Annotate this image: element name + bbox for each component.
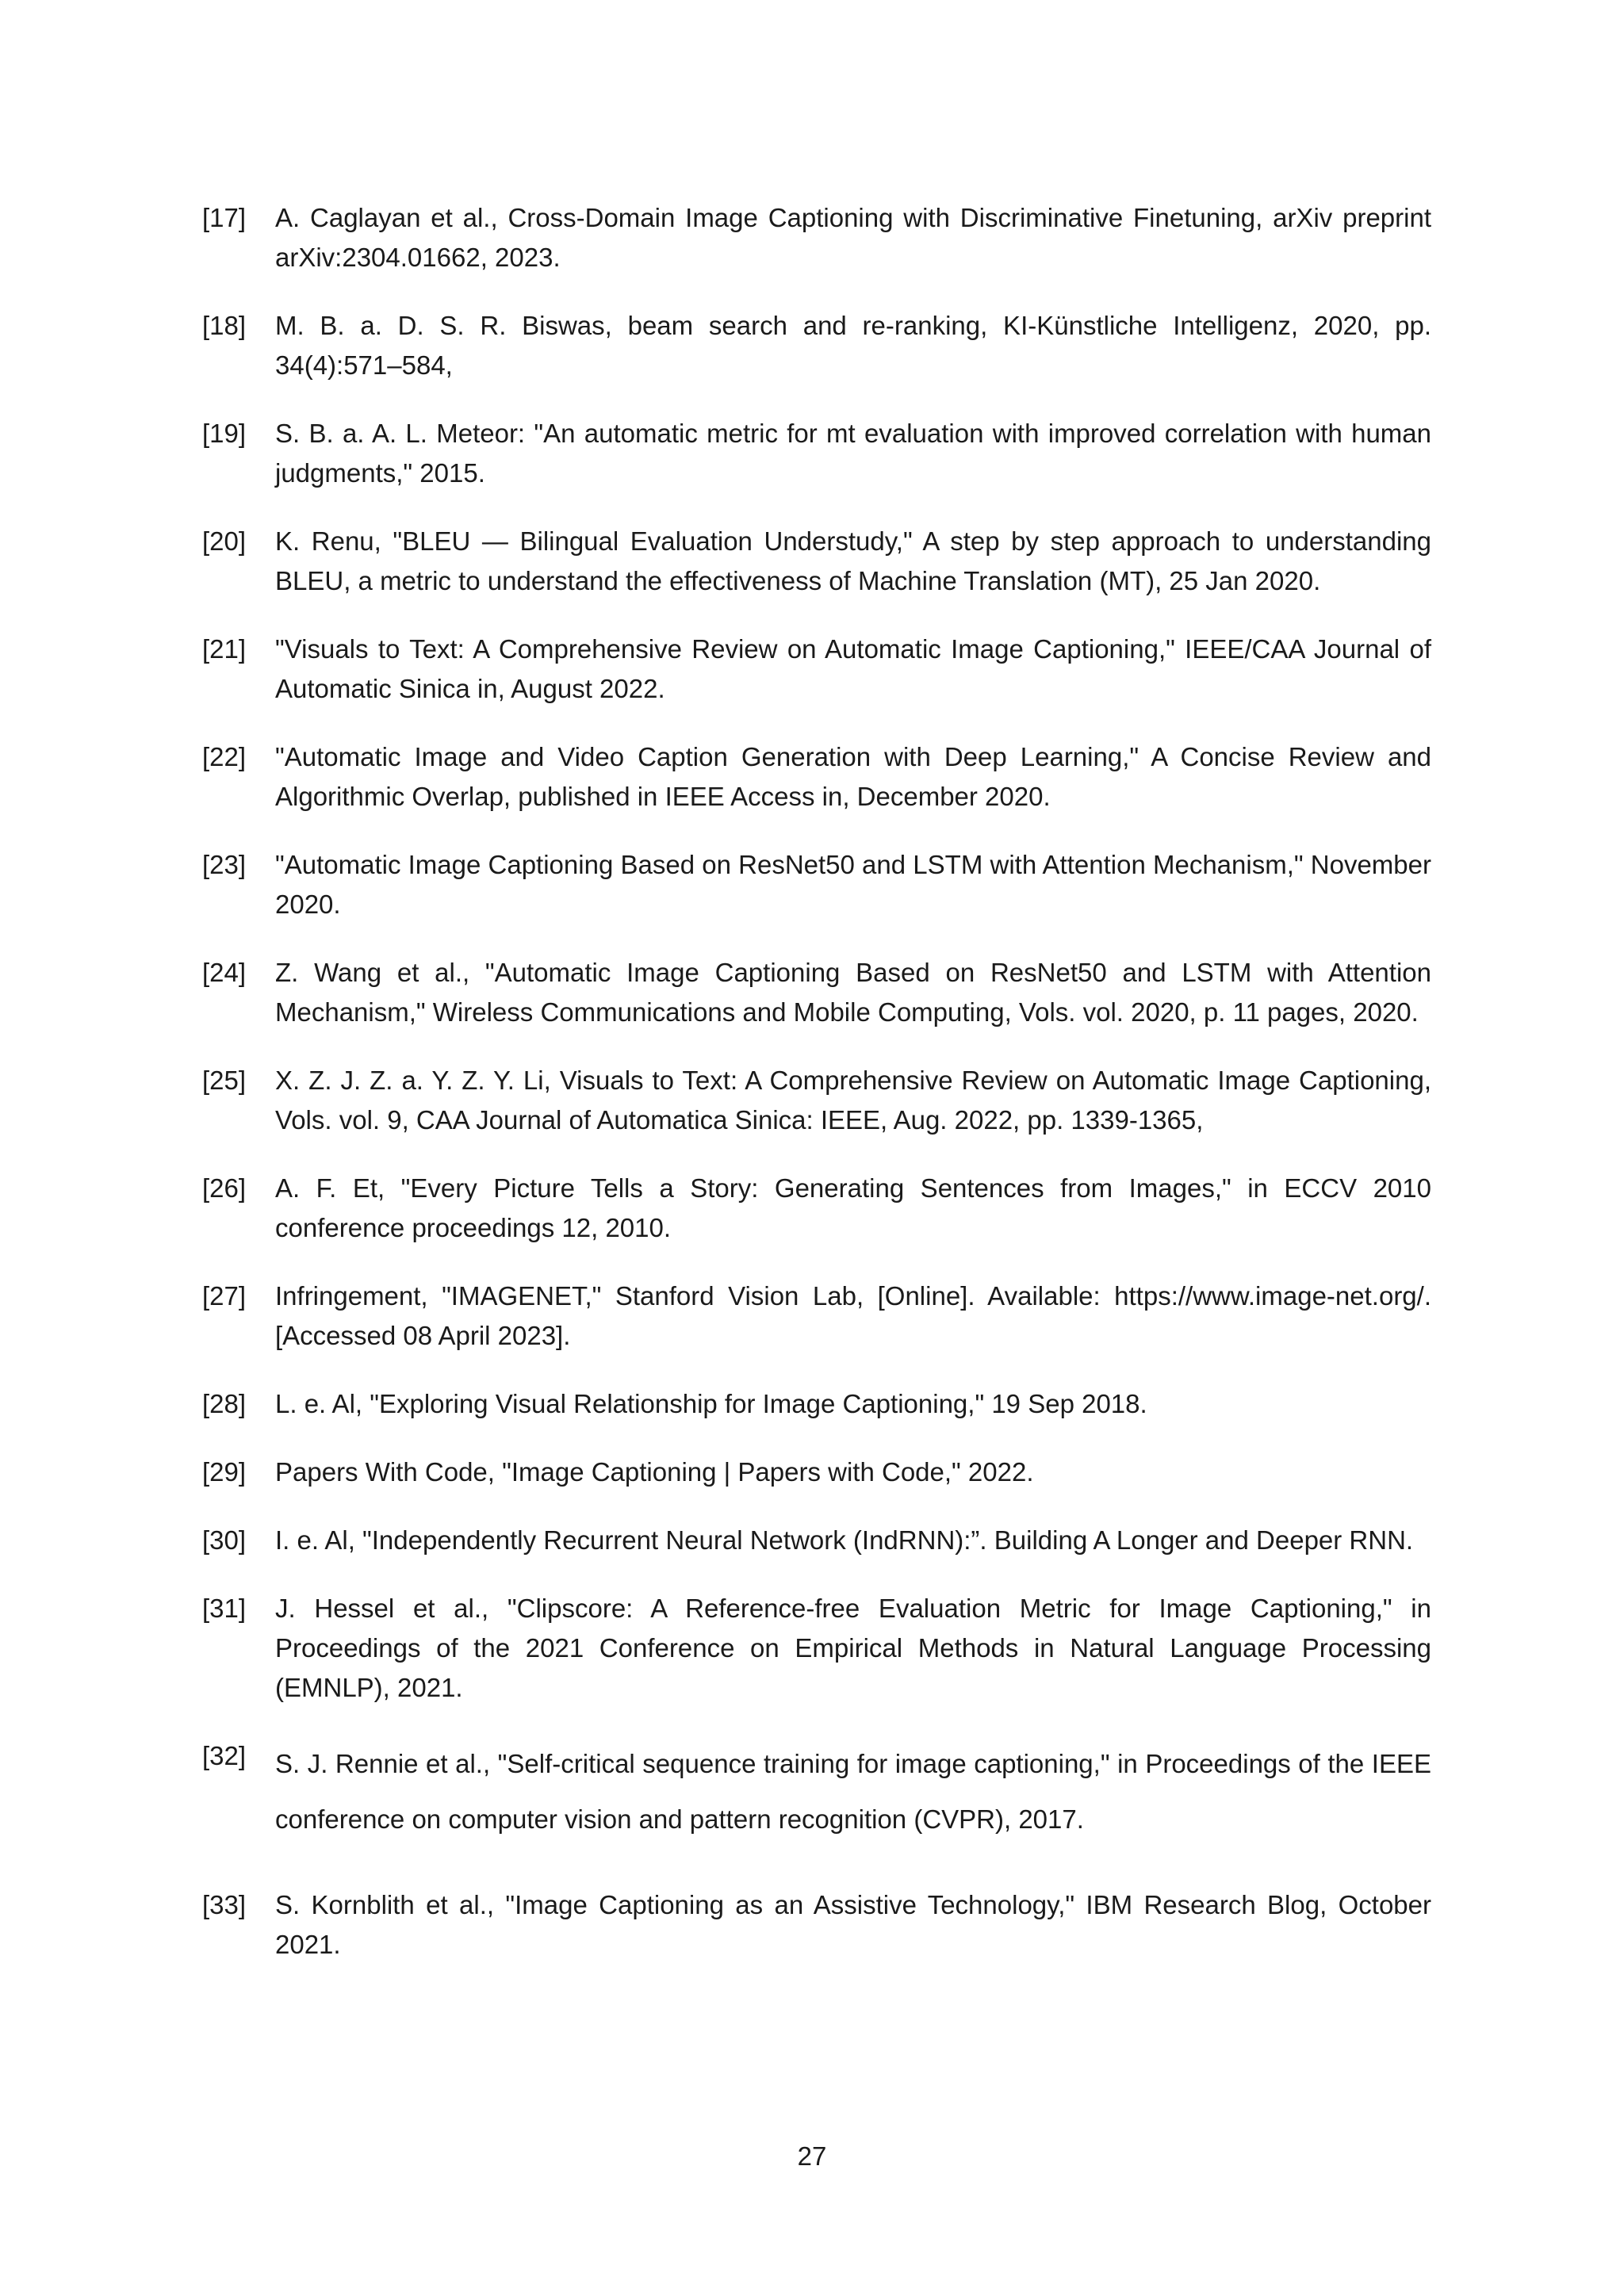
reference-text: X. Z. J. Z. a. Y. Z. Y. Li, Visuals to Text: A Comprehensive Review on Automatic Image Captioning, Vols. vol. 9, CAA Journal of Automatica Sinica: IEEE, Aug. 2022, pp. 1339-1365, [275, 1066, 1431, 1135]
reference-text: A. Caglayan et al., Cross-Domain Image Captioning with Discriminative Finetuning, arXiv preprint arXiv:2304.01662, 2023. [275, 203, 1431, 272]
reference-text: Infringement, "IMAGENET," Stanford Vision Lab, [Online]. Available: https://www.image-net.org/. [Accessed 08 April 2023]. [275, 1281, 1431, 1350]
reference-item [202, 953, 1431, 1032]
reference-item [202, 1384, 1431, 1424]
reference-number: [20] [202, 526, 247, 556]
reference-number: [18] [202, 311, 247, 340]
reference-number: [30] [202, 1525, 247, 1555]
reference-number: [21] [202, 634, 247, 664]
reference-text: S. B. a. A. L. Meteor: "An automatic metric for mt evaluation with improved correlation with human judgments," 2015. [275, 419, 1431, 488]
reference-number: [31] [202, 1594, 247, 1623]
reference-text: I. e. Al, "Independently Recurrent Neural Network (IndRNN):”. Building A Longer and Deeper RNN. [275, 1525, 1414, 1555]
reference-number: [26] [202, 1173, 247, 1203]
reference-item [202, 198, 1431, 277]
reference-text: Z. Wang et al., "Automatic Image Captioning Based on ResNet50 and LSTM with Attention Mechanism," Wireless Communications and Mobile Computing, Vols. vol. 2020, p. 11 pages, 2020. [275, 958, 1431, 1027]
reference-number: [28] [202, 1389, 247, 1418]
reference-number: [27] [202, 1281, 247, 1311]
reference-number: [24] [202, 958, 247, 987]
reference-number: [17] [202, 203, 247, 232]
reference-number: [32] [202, 1741, 247, 1770]
reference-text: A. F. Et, "Every Picture Tells a Story: Generating Sentences from Images," in ECCV 2010 conference proceedings 12, 2010. [275, 1173, 1431, 1242]
reference-number: [23] [202, 850, 247, 879]
reference-text: L. e. Al, "Exploring Visual Relationship for Image Captioning," 19 Sep 2018. [275, 1389, 1147, 1418]
reference-number: [22] [202, 742, 247, 771]
reference-item [202, 1061, 1431, 1140]
reference-item [202, 522, 1431, 601]
reference-item [202, 1736, 1431, 1847]
reference-item [202, 1885, 1431, 1965]
reference-number: [33] [202, 1890, 247, 1919]
reference-item [202, 1589, 1431, 1708]
reference-text: "Visuals to Text: A Comprehensive Review on Automatic Image Captioning," IEEE/CAA Journal of Automatic Sinica in, August 2022. [275, 634, 1431, 703]
reference-item [202, 845, 1431, 924]
reference-text: S. J. Rennie et al., "Self-critical sequence training for image captioning," in Proceedings of the IEEE conference on computer vision and pattern recognition (CVPR), 2017. [275, 1749, 1431, 1834]
reference-item [202, 1521, 1431, 1560]
reference-number: [29] [202, 1457, 247, 1487]
reference-item [202, 1169, 1431, 1248]
reference-text: M. B. a. D. S. R. Biswas, beam search and re-ranking, KI-Künstliche Intelligenz, 2020, pp. 34(4):571–584, [275, 311, 1431, 380]
reference-item [202, 629, 1431, 709]
reference-text: J. Hessel et al., "Clipscore: A Reference-free Evaluation Metric for Image Captioning," in Proceedings of the 2021 Conference on Empirical Methods in Natural Language Processing (EMNLP), 2021. [275, 1594, 1431, 1702]
reference-item [202, 1452, 1431, 1492]
reference-text: S. Kornblith et al., "Image Captioning as an Assistive Technology," IBM Research Blog, October 2021. [275, 1890, 1431, 1959]
reference-text: "Automatic Image Captioning Based on ResNet50 and LSTM with Attention Mechanism," November 2020. [275, 850, 1431, 919]
reference-text: K. Renu, "BLEU — Bilingual Evaluation Understudy," A step by step approach to understanding BLEU, a metric to understand the effectiveness of Machine Translation (MT), 25 Jan 2020. [275, 526, 1431, 595]
reference-list [202, 198, 1431, 1993]
reference-text: "Automatic Image and Video Caption Generation with Deep Learning," A Concise Review and Algorithmic Overlap, published in IEEE Access in, December 2020. [275, 742, 1431, 811]
reference-number: [25] [202, 1066, 247, 1095]
reference-number: [19] [202, 419, 247, 448]
reference-item [202, 306, 1431, 385]
reference-text: Papers With Code, "Image Captioning | Papers with Code," 2022. [275, 1457, 1034, 1487]
reference-item [202, 1276, 1431, 1356]
page-number: 27 [797, 2141, 827, 2171]
reference-item [202, 737, 1431, 817]
reference-item [202, 414, 1431, 493]
